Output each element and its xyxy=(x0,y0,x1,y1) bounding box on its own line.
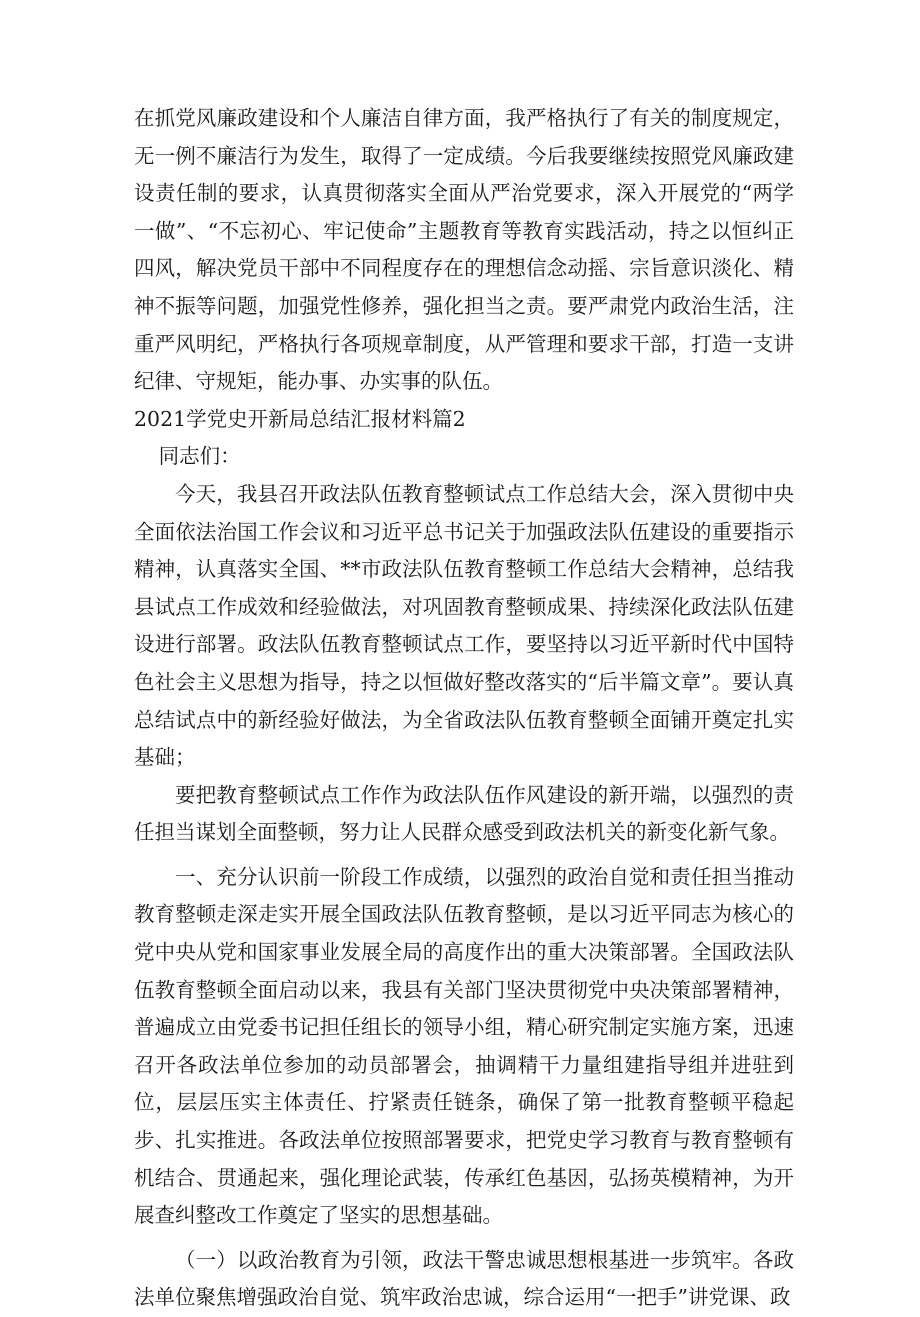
section-heading: 2021学党史开新局总结汇报材料篇2 xyxy=(134,406,466,431)
paragraph-meeting-intro: 今天，我县召开政法队伍教育整顿试点工作总结大会，深入贯彻中央全面依法治国工作会议和习近平总书记关于加强政法队伍建设的重要指示精神，认真落实全国、**市政法队伍教育整顿工作总结大会精神，总结我县试点工作成效和经验做法，对巩固教育整顿成果、持续深化政法队伍建设进行部署。政法队伍教育整顿试点工作，要坚持以习近平新时代中国特色社会主义思想为指导，持之以恒做好整改落实的“后半篇文章”。要认真总结试点中的新经验好做法，为全省政法队伍教育整顿全面铺开奠定扎实基础； xyxy=(134,481,794,770)
paragraph-section-one: 一、充分认识前一阶段工作成绩，以强烈的政治自觉和责任担当推动教育整顿走深走实开展全国政法队伍教育整顿，是以习近平同志为核心的党中央从党和国家事业发展全局的高度作出的重大决策部署。全国政法队伍教育整顿全面启动以来，我县有关部门坚决贯彻党中央决策部署精神，普遍成立由党委书记担任组长的领导小组，精心研究制定实施方案，迅速召开各政法单位参加的动员部署会，抽调精干力量组建指导组并进驻到位，层层压实主体责任、拧紧责任链条，确保了第一批教育整顿平稳起步、扎实推进。各政法单位按照部署要求，把党史学习教育与教育整顿有机结合、贯通起来，强化理论武装，传承红色基因，弘扬英模精神，为开展查纠整改工作奠定了坚实的思想基础。 xyxy=(134,864,794,1228)
paragraph-subsection-one: （一）以政治教育为引领，政法干警忠诚思想根基进一步筑牢。各政法单位聚焦增强政治自觉、筑牢政治忠诚，综合运用“一把手”讲党课、政 xyxy=(134,1247,794,1310)
salutation: 同志们： xyxy=(158,444,241,469)
paragraph-party-conduct: 在抓党风廉政建设和个人廉洁自律方面，我严格执行了有关的制度规定，无一例不廉洁行为发生，取得了一定成绩。今后我要继续按照党风廉政建设责任制的要求，认真贯彻落实全面从严治党要求，深入开展党的“两学一做”、“不忘初心、牢记使命”主题教育等教育实践活动，持之以恒纠正四风，解决党员干部中不同程度存在的理想信念动摇、宗旨意识淡化、精神不振等问题，加强党性修养，强化担当之责。要严肃党内政治生活，注重严风明纪，严格执行各项规章制度，从严管理和要求干部，打造一支讲纪律、守规矩，能办事、办实事的队伍。 xyxy=(134,106,794,394)
paragraph-new-beginning: 要把教育整顿试点工作作为政法队伍作风建设的新开端，以强烈的责任担当谋划全面整顿，努力让人民群众感受到政法机关的新变化新气象。 xyxy=(134,782,794,845)
document-body xyxy=(134,100,794,1317)
